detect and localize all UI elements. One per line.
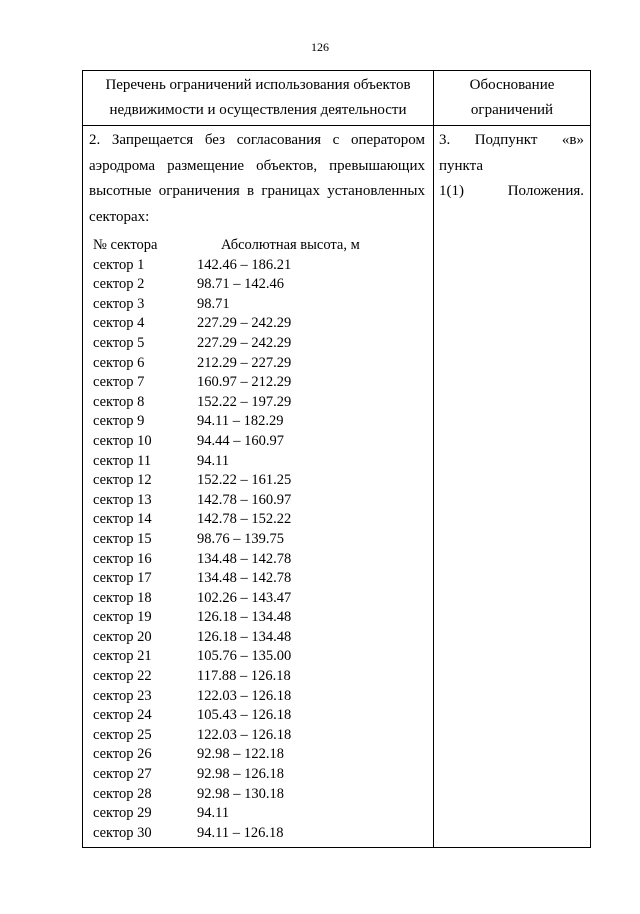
sector-height: 92.98 – 122.18	[197, 746, 284, 763]
sector-name: сектор 8	[93, 393, 145, 410]
sector-height: 92.98 – 130.18	[197, 785, 284, 802]
paragraph-line-4: секторах:	[89, 208, 150, 225]
page-number: 126	[311, 40, 329, 54]
table-body-row	[83, 126, 591, 848]
header-justification-line2: ограничений	[470, 102, 554, 118]
sector-height: 94.11 – 126.18	[197, 824, 284, 841]
sector-name: сектор 20	[93, 628, 152, 645]
sector-height: 102.26 – 143.47	[197, 589, 292, 606]
sector-height: 98.71	[197, 295, 230, 312]
justification-paragraph	[439, 128, 584, 205]
sector-height: 94.11	[197, 452, 230, 469]
sector-name: сектор 23	[93, 687, 152, 704]
sector-row	[89, 745, 425, 765]
sector-row	[89, 608, 425, 628]
table-header-row	[83, 71, 591, 126]
paragraph-line-3: высотные ограничения в границах установленных	[89, 183, 425, 199]
header-restrictions	[83, 71, 434, 126]
sector-name: сектор 6	[93, 354, 145, 371]
sector-name: сектор 4	[93, 315, 145, 332]
sector-name: сектор 24	[93, 707, 152, 724]
sector-row	[89, 275, 425, 295]
sector-name: сектор 5	[93, 334, 145, 351]
header-justification	[434, 71, 591, 126]
sector-height: 212.29 – 227.29	[197, 354, 292, 371]
sector-row	[89, 550, 425, 570]
sector-height: 160.97 – 212.29	[197, 374, 292, 391]
sector-name: сектор 17	[93, 570, 152, 587]
sector-row	[89, 824, 425, 844]
sector-row	[89, 373, 425, 393]
col-sector-header: № сектора	[93, 237, 158, 253]
sector-height: 126.18 – 134.48	[197, 628, 292, 645]
sector-name: сектор 7	[93, 374, 145, 391]
sector-height: 142.78 – 160.97	[197, 491, 292, 508]
justification-cell	[434, 126, 591, 848]
sector-name: сектор 9	[93, 413, 145, 430]
sector-table-header	[89, 236, 425, 256]
sector-name: сектор 3	[93, 295, 145, 312]
sector-height: 92.98 – 126.18	[197, 766, 284, 783]
sector-row	[89, 589, 425, 609]
sector-row	[89, 393, 425, 413]
sector-row	[89, 628, 425, 648]
sector-row	[89, 471, 425, 491]
restriction-cell	[83, 126, 434, 848]
sector-row	[89, 491, 425, 511]
sector-height: 227.29 – 242.29	[197, 315, 292, 332]
sector-name: сектор 30	[93, 824, 152, 841]
sector-name: сектор 10	[93, 432, 152, 449]
sector-name: сектор 21	[93, 648, 152, 665]
sector-name: сектор 28	[93, 785, 152, 802]
sector-row	[89, 765, 425, 785]
sector-height: 105.76 – 135.00	[197, 648, 292, 665]
sector-row	[89, 510, 425, 530]
sector-row	[89, 256, 425, 276]
sector-name: сектор 26	[93, 746, 152, 763]
sector-height: 152.22 – 197.29	[197, 393, 292, 410]
restriction-paragraph	[89, 128, 425, 230]
sector-height: 134.48 – 142.78	[197, 550, 292, 567]
sector-height-table	[89, 236, 425, 843]
sector-height: 98.71 – 142.46	[197, 276, 284, 293]
sector-row	[89, 432, 425, 452]
sector-name: сектор 18	[93, 589, 152, 606]
justification-line-2: 1(1) Положения.	[439, 183, 584, 199]
sector-row	[89, 706, 425, 726]
sector-row	[89, 354, 425, 374]
sector-height: 94.11	[197, 805, 230, 822]
sector-height: 134.48 – 142.78	[197, 570, 292, 587]
header-restrictions-line1: Перечень ограничений использования объектов	[105, 77, 411, 93]
sector-name: сектор 11	[93, 452, 152, 469]
sector-name: сектор 19	[93, 609, 152, 626]
sector-row	[89, 569, 425, 589]
paragraph-line-1: 2. Запрещается без согласования с оператором	[89, 132, 425, 148]
sector-height: 126.18 – 134.48	[197, 609, 292, 626]
sector-height: 152.22 – 161.25	[197, 472, 292, 489]
restrictions-table	[82, 70, 591, 848]
header-justification-line1: Обоснование	[469, 77, 555, 93]
sector-row	[89, 804, 425, 824]
sector-row	[89, 687, 425, 707]
paragraph-line-2: аэродрома размещение объектов, превышающих	[89, 157, 425, 174]
sector-name: сектор 16	[93, 550, 152, 567]
sector-height: 142.46 – 186.21	[197, 256, 292, 273]
sector-height: 122.03 – 126.18	[197, 726, 292, 743]
sector-name: сектор 13	[93, 491, 152, 508]
sector-name: сектор 25	[93, 726, 152, 743]
sector-row	[89, 295, 425, 315]
sector-row	[89, 412, 425, 432]
justification-line-1: 3. Подпункт «в» пункта	[439, 132, 584, 174]
sector-height: 98.76 – 139.75	[197, 530, 284, 547]
sector-name: сектор 14	[93, 511, 152, 528]
sector-row	[89, 452, 425, 472]
sector-height: 227.29 – 242.29	[197, 334, 292, 351]
sector-row	[89, 530, 425, 550]
sector-name: сектор 15	[93, 530, 152, 547]
sector-name: сектор 1	[93, 256, 145, 273]
sector-row	[89, 334, 425, 354]
col-height-header: Абсолютная высота, м	[221, 237, 360, 253]
sector-name: сектор 22	[93, 668, 152, 685]
sector-height: 122.03 – 126.18	[197, 687, 292, 704]
sector-row	[89, 785, 425, 805]
sector-name: сектор 2	[93, 276, 145, 293]
sector-row	[89, 726, 425, 746]
sector-row	[89, 314, 425, 334]
sector-height: 94.44 – 160.97	[197, 432, 284, 449]
sector-name: сектор 12	[93, 472, 152, 489]
sector-name: сектор 29	[93, 805, 152, 822]
sector-height: 94.11 – 182.29	[197, 413, 284, 430]
sector-row	[89, 647, 425, 667]
sector-height: 142.78 – 152.22	[197, 511, 292, 528]
sector-height: 117.88 – 126.18	[197, 668, 291, 685]
header-restrictions-line2: недвижимости и осуществления деятельности	[109, 102, 407, 118]
sector-name: сектор 27	[93, 766, 152, 783]
sector-height: 105.43 – 126.18	[197, 707, 292, 724]
sector-row	[89, 667, 425, 687]
